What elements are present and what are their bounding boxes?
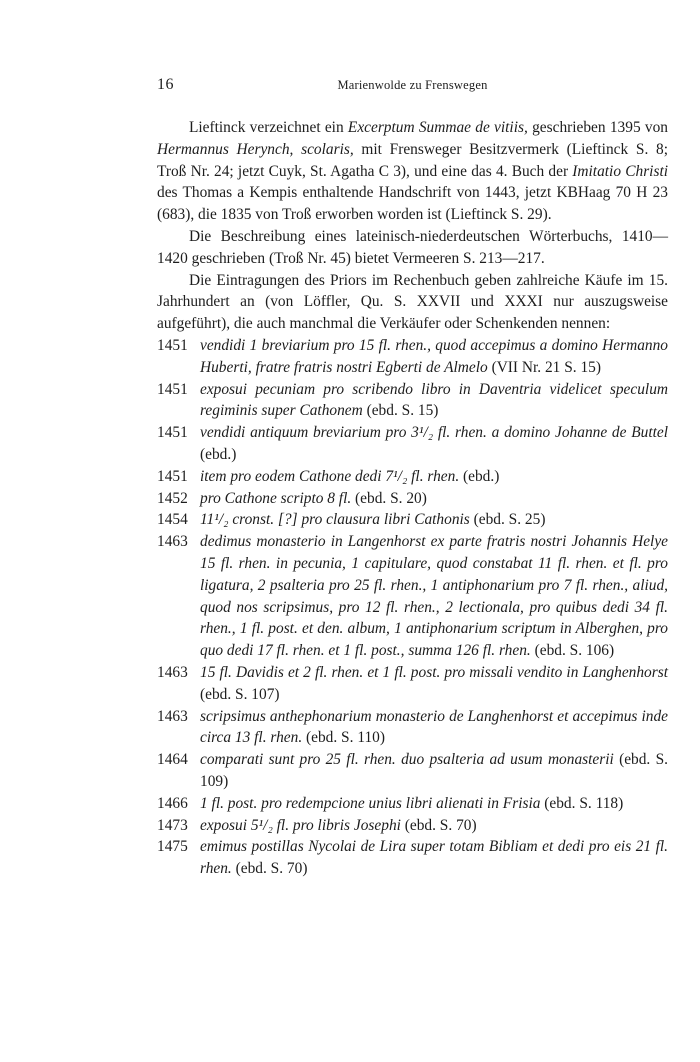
entry-quote: vendidi antiquum breviarium pro 3¹/₂ fl. rhen. a domino Johanne de Buttel [200,424,668,442]
text-span: des Thomas a Kempis enthaltende Handschrift von 1443, jetzt KBHaag 70 H 23 (683), die 1835 von Troß erworben worden ist (Lieftinck S. 29). [157,184,668,224]
list-item [157,662,668,706]
entry-reference: (ebd. S. 20) [351,489,427,507]
purchase-entries-list [157,335,668,880]
list-item [157,466,668,488]
list-item [157,335,668,379]
entry-quote: dedimus monasterio in Langenhorst ex parte fratris nostri Johannis Helye 15 fl. rhen. in pecunia, 1 capitulare, quod constabat 11 fl. rhen. et fl. pro ligatura, 2 psalteria pro 25 fl. rhen., 1 antiphonarium pro 7 fl. rhen., aliud, quod nos scripsimus, pro 12 fl. rhen., 2 lectionala, pro quibus dedi 34 fl. rhen., 1 fl. post. et den. album, 1 antiphonarium scriptum in Alberghen, pro quo dedi 17 fl. rhen. et 1 fl. post., summa 126 fl. rhen. [200,533,668,660]
entry-reference: (VII Nr. 21 S. 15) [487,358,601,376]
entry-year: 1451 [157,336,188,354]
list-item [157,488,668,510]
entry-quote: comparati sunt pro 25 fl. rhen. duo psalteria ad usum monasterii [200,751,614,769]
text-span: geschrieben 1395 von [527,119,668,136]
entry-reference: (ebd. S. 25) [469,511,546,529]
entry-quote: pro Cathone scripto 8 fl. [200,489,352,507]
entry-year: 1454 [157,511,188,529]
entry-quote: 15 fl. Davidis et 2 fl. rhen. et 1 fl. post. pro missali vendito in Langhenhorst [200,663,668,681]
entry-reference: (ebd. S. 70) [400,816,477,834]
entry-year: 1466 [157,794,188,812]
entry-quote: exposui 5¹/₂ fl. pro libris Josephi [200,816,401,834]
entry-reference: (ebd.) [200,445,237,463]
entry-quote: 11¹/₂ cronst. [?] pro clausura libri Cathonis [200,511,470,529]
entry-reference: (ebd. S. 109) [200,751,668,790]
paragraph-rechenbuch [157,270,668,335]
text-span: Die Eintragungen des Priors im Rechenbuch geben zahlreiche Käufe im 15. Jahrhundert an (von Löffler, Qu. S. XXVII und XXXI nur auszugsweise aufgeführt), die auch manchmal die Verkäufer oder Schenkenden nennen: [157,271,668,333]
entry-year: 1464 [157,751,188,769]
body-text [157,117,668,880]
entry-year: 1463 [157,663,188,681]
entry-year: 1463 [157,533,188,551]
page-number: 16 [157,76,174,93]
entry-year: 1451 [157,467,188,485]
list-item [157,379,668,423]
entry-quote: scripsimus anthephonarium monasterio de Langhenhorst et accepimus inde circa 13 fl. rhen. [200,707,668,747]
list-item [157,509,668,531]
list-item [157,793,668,815]
title-imitatio: Imitatio Christi [572,162,668,180]
entry-reference: (ebd. S. 15) [362,402,439,420]
list-item [157,836,668,880]
entry-reference: (ebd. S. 107) [200,685,280,703]
text-span: Die Beschreibung eines lateinisch-niederdeutschen Wörterbuchs, 1410—1420 geschrieben (Troß Nr. 45) bietet Vermeeren S. 213—217. [157,227,668,267]
entry-year: 1475 [157,838,188,856]
running-title: Marienwolde zu Frenswegen [337,78,488,92]
entry-year: 1451 [157,424,188,442]
entry-year: 1452 [157,489,188,507]
list-item [157,815,668,837]
entry-quote: item pro eodem Cathone dedi 7¹/₂ fl. rhen. [200,467,460,485]
list-item [157,531,668,662]
entry-quote: exposui pecuniam pro scribendo libro in Daventria videlicet speculum regiminis super Cathonem [200,380,668,420]
entry-year: 1473 [157,816,188,834]
paragraph-woerterbuch [157,226,668,270]
entry-reference: (ebd. S. 118) [540,794,624,812]
list-item [157,749,668,793]
list-item [157,706,668,750]
list-item [157,422,668,466]
entry-quote: vendidi 1 breviarium pro 15 fl. rhen., quod accepimus a domino Hermanno Huberti, fratre fratris nostri Egberti de Almelo [200,336,668,376]
entry-quote: 1 fl. post. pro redempcione unius libri alienati in Frisia [200,794,541,812]
entry-reference: (ebd. S. 110) [302,729,385,747]
name-hermannus: Hermannus Herynch, scolaris, [157,140,354,158]
entry-year: 1463 [157,707,188,725]
entry-reference: (ebd. S. 106) [530,642,615,660]
text-span: mit Frensweger Besitzvermerk (Lieftinck S. 8; Troß Nr. 24; jetzt Cuyk, St. Agatha C 3), und eine das 4. Buch der [157,140,668,180]
entry-year: 1451 [157,380,188,398]
title-excerptum: Excerptum Summae de vitiis, [347,119,528,136]
paragraph-lieftinck [157,117,668,226]
entry-reference: (ebd. S. 70) [231,860,308,878]
text-span: Lieftinck verzeichnet ein [189,119,348,136]
entry-reference: (ebd.) [459,467,500,485]
entry-quote: emimus postillas Nycolai de Lira super totam Bibliam et dedi pro eis 21 fl. rhen. [200,838,668,878]
running-head [157,76,668,98]
